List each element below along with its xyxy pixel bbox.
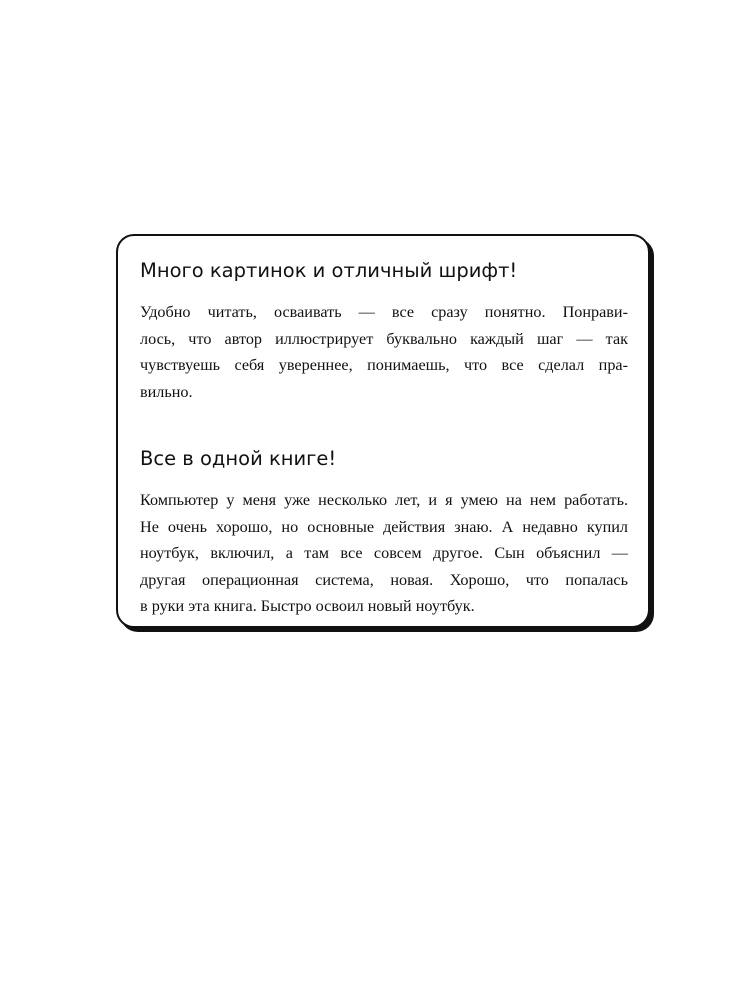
review-1-title: Много картинок и отличный шрифт! <box>140 259 518 282</box>
review-2-title: Все в одной книге! <box>140 447 337 470</box>
review-1-line: лось, что автор иллюстрирует буквально каждый шаг — так <box>140 329 628 348</box>
review-2-line: Не очень хорошо, но основные действия знаю. А недавно купил <box>140 517 628 536</box>
review-2-text <box>140 487 628 620</box>
review-1-line: вильно. <box>140 382 193 401</box>
review-1-line: Удобно читать, осваивать — все сразу понятно. Понрави- <box>140 303 628 321</box>
review-1 <box>140 258 628 405</box>
review-2-line: другая операционная система, новая. Хорошо, что попалась <box>140 570 628 589</box>
review-1-text <box>140 299 628 405</box>
review-2-line: в руки эта книга. Быстро освоил новый ноутбук. <box>140 597 475 615</box>
reviews-card <box>116 234 650 628</box>
review-2-line: ноутбук, включил, а там все совсем другое. Сын объяснил — <box>140 544 628 562</box>
review-2 <box>140 446 628 620</box>
review-1-line: чувствуешь себя увереннее, понимаешь, что все сделал пра- <box>140 356 628 374</box>
review-2-line: Компьютер у меня уже несколько лет, и я умею на нем работать. <box>140 491 628 509</box>
